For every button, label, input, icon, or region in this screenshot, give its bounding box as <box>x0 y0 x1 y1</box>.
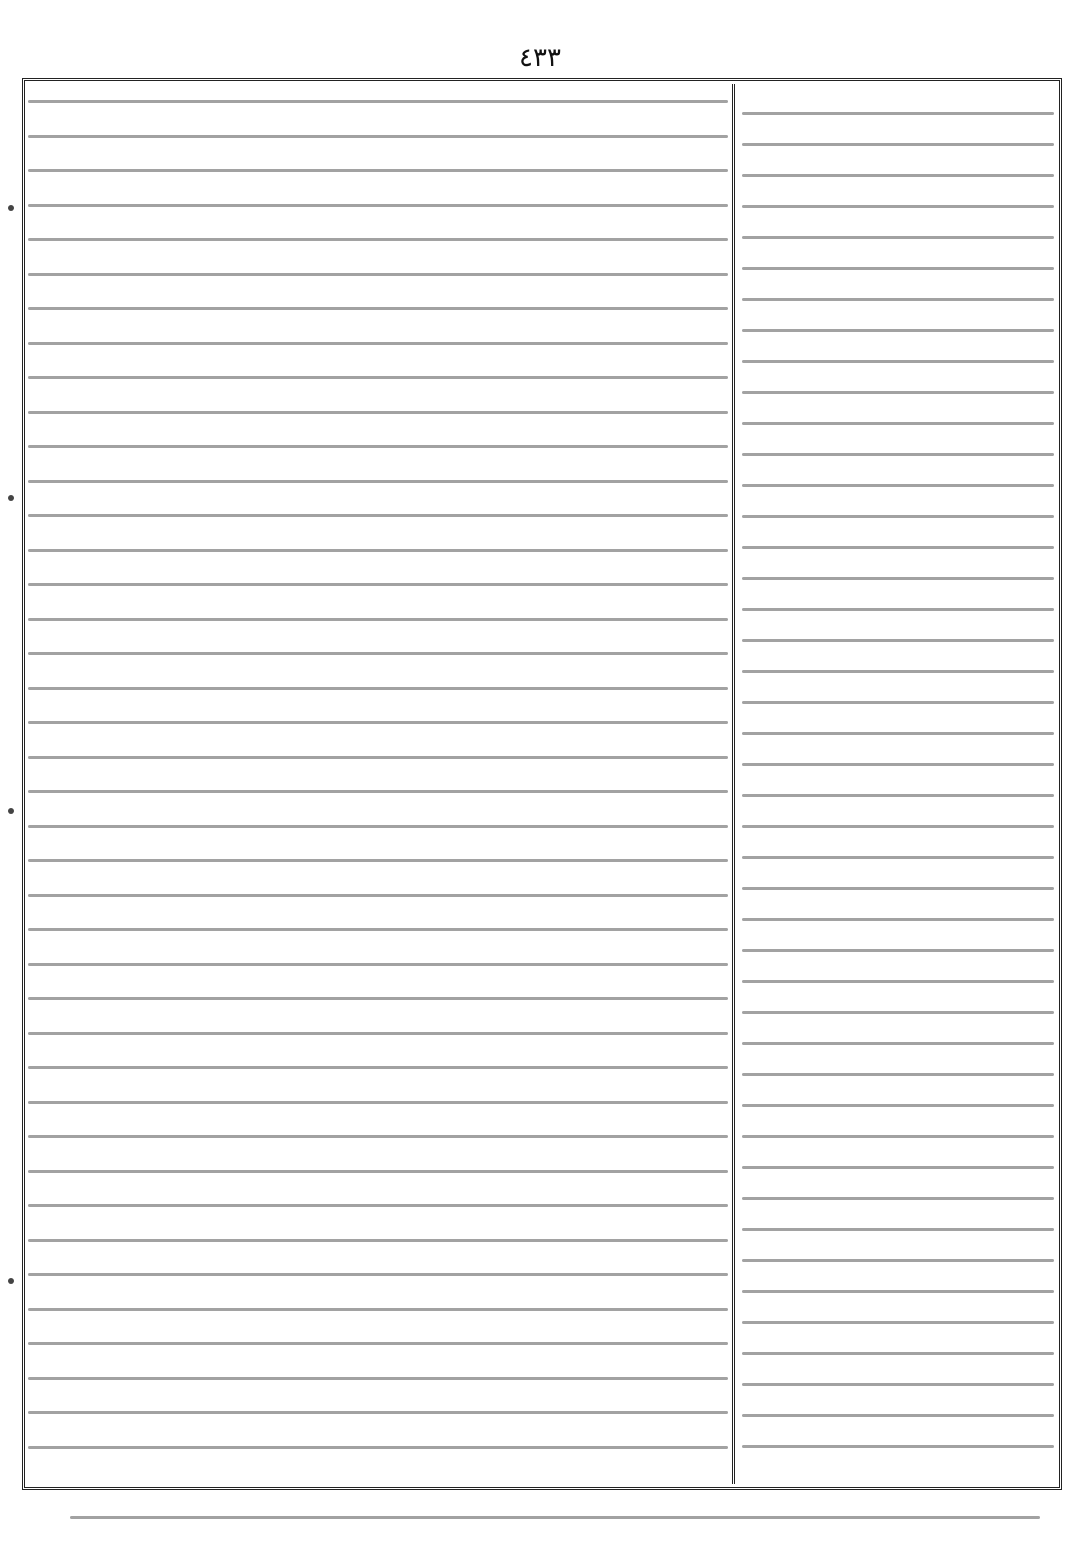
text-line <box>742 887 1054 890</box>
text-line <box>28 549 728 552</box>
text-line <box>28 1446 728 1449</box>
text-line <box>28 1377 728 1380</box>
text-line <box>28 307 728 310</box>
text-line <box>28 1170 728 1173</box>
text-line <box>742 608 1054 611</box>
text-line <box>742 1445 1054 1448</box>
text-line <box>28 1273 728 1276</box>
text-line <box>28 790 728 793</box>
text-line <box>742 1104 1054 1107</box>
text-line <box>742 1073 1054 1076</box>
text-line <box>742 1197 1054 1200</box>
text-line <box>742 732 1054 735</box>
text-line <box>28 238 728 241</box>
text-line <box>742 1414 1054 1417</box>
text-line <box>28 859 728 862</box>
text-line <box>28 1204 728 1207</box>
text-line <box>28 894 728 897</box>
text-line <box>742 205 1054 208</box>
text-line <box>742 763 1054 766</box>
margin-mark <box>8 808 14 814</box>
text-line <box>28 376 728 379</box>
text-line <box>742 546 1054 549</box>
text-line <box>742 1321 1054 1324</box>
text-line <box>28 480 728 483</box>
text-line <box>742 112 1054 115</box>
text-line <box>742 794 1054 797</box>
text-line <box>28 1308 728 1311</box>
text-line <box>28 342 728 345</box>
text-line <box>28 583 728 586</box>
text-line <box>28 1101 728 1104</box>
text-line <box>28 514 728 517</box>
text-line <box>742 391 1054 394</box>
text-line <box>742 515 1054 518</box>
text-line <box>28 928 728 931</box>
text-line <box>28 687 728 690</box>
text-line <box>742 453 1054 456</box>
text-line <box>742 329 1054 332</box>
text-line <box>742 1290 1054 1293</box>
text-line <box>742 174 1054 177</box>
margin-mark <box>8 1278 14 1284</box>
footer-text-line <box>70 1498 1040 1538</box>
text-line <box>28 445 728 448</box>
text-line <box>742 949 1054 952</box>
commentary-column <box>28 84 728 1484</box>
text-line <box>28 100 728 103</box>
text-line <box>28 273 728 276</box>
text-line <box>742 670 1054 673</box>
text-line <box>742 298 1054 301</box>
text-line <box>742 1383 1054 1386</box>
text-line <box>742 577 1054 580</box>
text-line <box>28 135 728 138</box>
text-line <box>742 1259 1054 1262</box>
text-line <box>742 701 1054 704</box>
text-line <box>28 721 728 724</box>
text-line <box>742 1166 1054 1169</box>
text-line <box>742 639 1054 642</box>
hadith-column <box>742 96 1054 1476</box>
margin-mark <box>8 495 14 501</box>
text-line <box>28 1066 728 1069</box>
text-line <box>742 143 1054 146</box>
column-divider <box>732 84 738 1484</box>
page-header <box>40 40 1040 76</box>
text-line <box>28 1239 728 1242</box>
text-line <box>742 484 1054 487</box>
text-line <box>742 1135 1054 1138</box>
text-line <box>28 997 728 1000</box>
text-line <box>28 204 728 207</box>
text-line <box>742 856 1054 859</box>
text-line <box>28 1342 728 1345</box>
text-line <box>742 360 1054 363</box>
text-line <box>28 1032 728 1035</box>
page-number: ٤٣٣ <box>519 43 561 73</box>
text-line <box>742 236 1054 239</box>
text-line <box>742 980 1054 983</box>
text-line <box>742 422 1054 425</box>
text-line <box>28 1135 728 1138</box>
text-line <box>742 918 1054 921</box>
text-line <box>28 756 728 759</box>
text-line <box>28 169 728 172</box>
text-line <box>742 1352 1054 1355</box>
text-line <box>742 1228 1054 1231</box>
text-line <box>742 825 1054 828</box>
text-line <box>742 1011 1054 1014</box>
text-line <box>28 825 728 828</box>
text-line <box>742 267 1054 270</box>
margin-mark <box>8 205 14 211</box>
text-line <box>28 618 728 621</box>
text-line <box>742 1042 1054 1045</box>
text-line <box>28 411 728 414</box>
text-line <box>28 963 728 966</box>
text-line <box>28 1411 728 1414</box>
text-line <box>28 652 728 655</box>
